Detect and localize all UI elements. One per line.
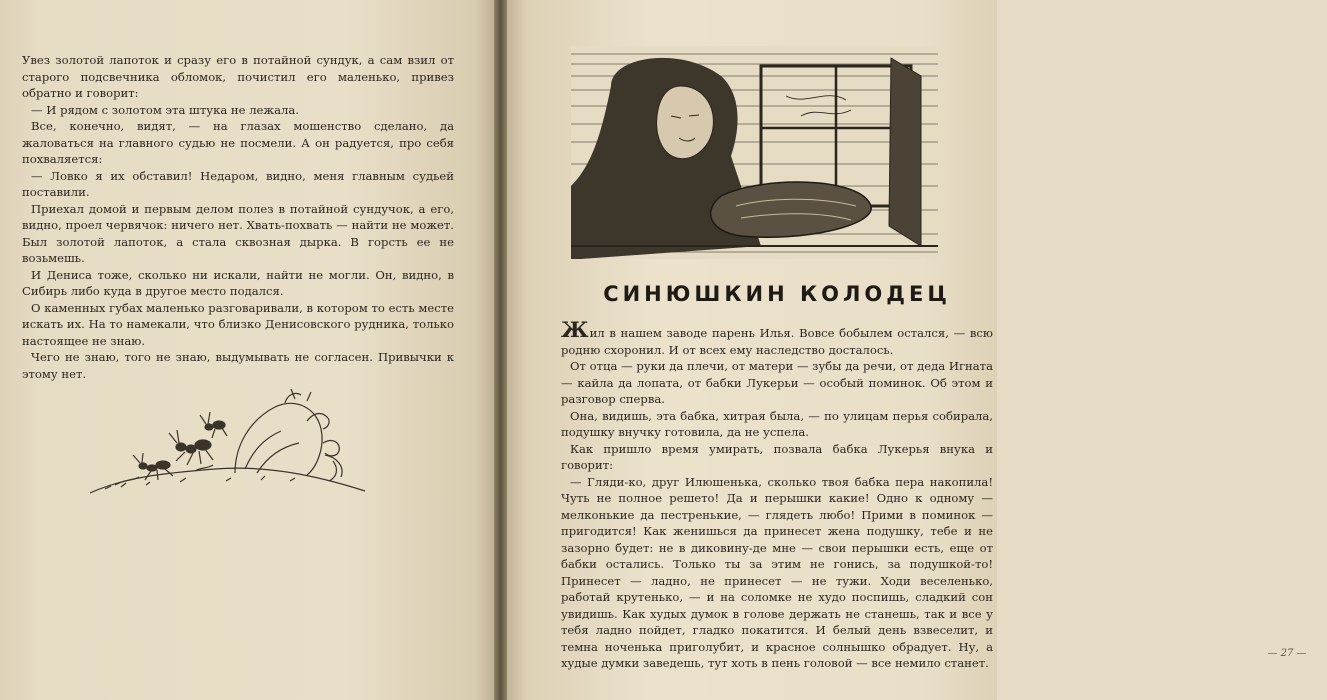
old-woman-with-sieve-illustration <box>571 46 938 259</box>
page-number: — 27 — <box>1267 648 1307 659</box>
left-page <box>0 0 494 700</box>
right-paragraph: От отца — руки да плечи, от матери — зубы да речи, от деда Игната — кайла да лопата, от бабки Лукерьи — особый поминок. Об этом и разговор сперва. <box>561 359 993 406</box>
left-paragraph: — И рядом с золотом эта штука не лежала. <box>31 102 299 117</box>
book-gutter <box>494 0 507 700</box>
left-paragraph: Все, конечно, видят, — на глазах мошенство сделано, да жаловаться на главного судью не посмели. А он радуется, про себя похваляется: <box>22 119 454 166</box>
left-page-text <box>22 52 454 382</box>
ants-on-rock-illustration <box>85 385 370 515</box>
right-paragraph: — Гляди-ко, друг Илюшенька, сколько твоя бабка пера накопила! Чуть не полное решето! Да и перышки какие! Одно к одному — мелконькие да пестренькие, — глядеть любо! Прими в поминок — пригодится! Как женишься да принесет жена подушку, тебе и не зазорно будет: не в диковину-де мне — свои перышки есть, еще от бабки остались. Только ты за этим не гонись, за подушкой-то! Принесет — ладно, не принесет — не тужи. Ходи веселенько, работай крутенько, — и на соломке не худо поспишь, сладкий сон увидишь. Как худых думок в голове держать не станешь, так и все у тебя ладно пойдет, гладко покатится. И белый день взвеселит, и темна ноченька приголубит, и красное солнышко обрадует. Ну, а худые думки заведешь, тут хоть в пень головой — все немило станет. <box>561 474 993 670</box>
right-first-paragraph <box>561 317 993 358</box>
drop-cap: Ж <box>561 317 589 342</box>
left-paragraph: Увез золотой лапоток и сразу его в потайной сундук, а сам взил от старого подсвечника обломок, почистил его маленько, привез обратно и говорит: <box>22 53 454 100</box>
first-paragraph-text: ил в нашем заводе парень Илья. Вовсе бобылем остался, — всю родню схоронил. И от всех ему наследство досталось. <box>561 326 993 357</box>
left-paragraph: Чего не знаю, того не знаю, выдумывать не согласен. Привычки к этому нет. <box>22 350 454 381</box>
left-paragraph: О каменных губах маленько разговаривали, в котором то есть месте искать их. На то намекали, что близко Денисовского рудника, только настоящее не знаю. <box>22 300 454 348</box>
right-paragraph: Как пришло время умирать, позвала бабка Лукерья внука и говорит: <box>561 441 993 472</box>
left-paragraph: И Дениса тоже, сколько ни искали, найти не могли. Он, видно, в Сибирь либо куда в другое место подался. <box>22 267 454 298</box>
right-page-text <box>561 317 993 672</box>
left-paragraph: Приехал домой и первым делом полез в потайной сундучок, а его, видно, проел червячок: ничего нет. Хвать-похвать — найти не может. Был золотой лапоток, а стала сквозная дырка. В горсть ее не возьмешь. <box>22 201 454 265</box>
chapter-title: СИНЮШКИН КОЛОДЕЦ <box>603 282 951 306</box>
left-paragraph: — Ловко я их обставил! Недаром, видно, меня главным судьей поставили. <box>22 168 454 199</box>
right-paragraph: Она, видишь, эта бабка, хитрая была, — по улицам перья собирала, подушку внучку готовила, да не успела. <box>561 408 993 439</box>
